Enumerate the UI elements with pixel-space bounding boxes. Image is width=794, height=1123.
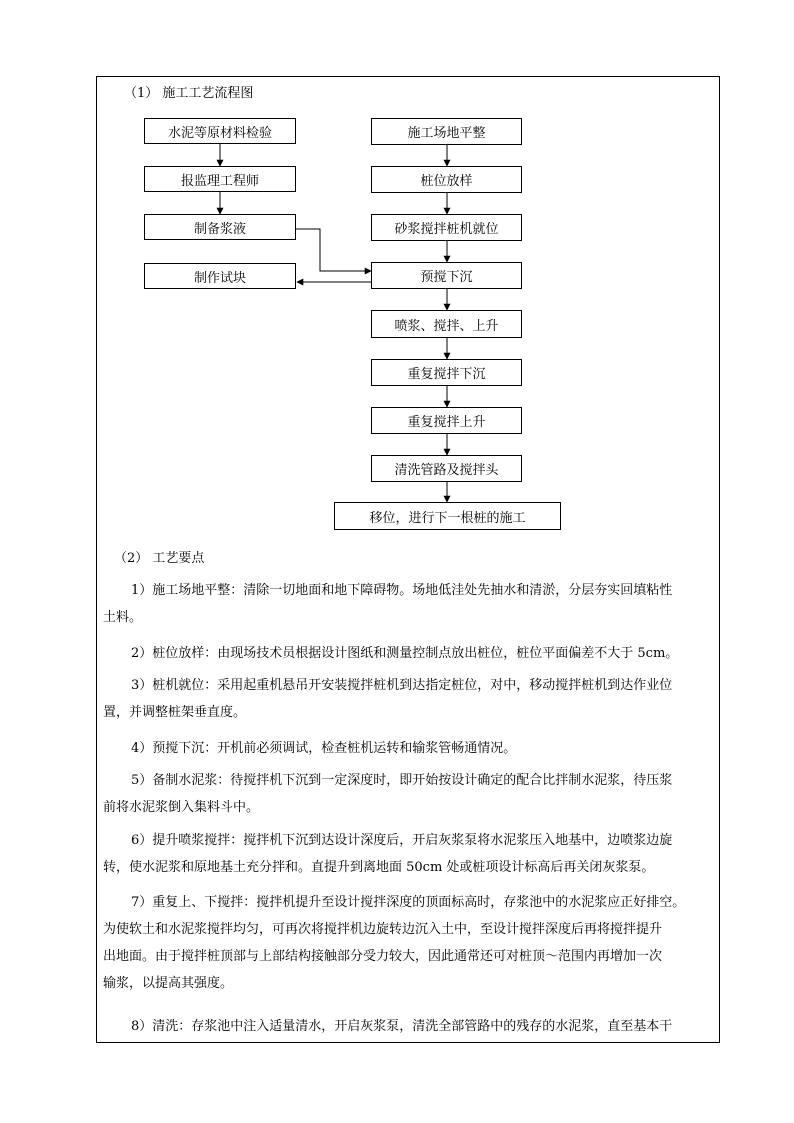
flow-step-spray-stir-lift: 喷浆、搅拌、上升 (371, 310, 522, 338)
process-point-2: 2）桩位放样：由现场技术员根据设计图纸和测量控制点放出桩位，桩位平面偏差不大于 5cm。 (131, 646, 679, 661)
flow-step-move-next-pile: 移位，进行下一根桩的施工 (334, 502, 561, 530)
flow-step-repeat-sink: 重复搅拌下沉 (371, 359, 522, 386)
process-point-1: 1）施工场地平整：清除一切地面和地下障碍物。场地低洼处先抽水和清淤，分层夯实回填粘性 土料。 (103, 583, 673, 625)
process-point-4: 4）预搅下沉：开机前必须调试，检查桩机运转和输浆管畅通情况。 (131, 741, 517, 756)
process-point-3: 3）桩机就位：采用起重机悬吊开安装搅拌桩机到达指定桩位，对中，移动搅拌桩机到达作业位 置，并调整桩架垂直度。 (103, 678, 673, 720)
process-point-7: 7）重复上、下搅拌：搅拌机提升至设计搅拌深度的顶面标高时，存浆池中的水泥浆应正好排空。 为使软土和水泥浆搅拌均匀，可再次将搅拌机边旋转边沉入土中，至设计搅拌深度后再将搅拌提升 出地面。由于搅拌桩顶部与上部结构接触部分受力较大，因此通常还可对桩顶～范围内再增加一次 输浆，以提高其强度。 (103, 895, 686, 991)
process-points-title: （2） 工艺要点 (114, 551, 205, 566)
flow-step-repeat-lift: 重复搅拌上升 (371, 407, 522, 434)
flow-step-prepare-slurry: 制备浆液 (144, 214, 296, 240)
flow-step-clean-pipes: 清洗管路及搅拌头 (371, 455, 522, 482)
flow-step-make-test-block: 制作试块 (144, 263, 296, 289)
process-point-8: 8）清洗：存浆池中注入适量清水，开启灰浆泵，清洗全部管路中的残存的水泥浆，直至基本干 (131, 1019, 673, 1034)
flow-step-material-inspection: 水泥等原材料检验 (144, 118, 296, 144)
process-point-5: 5）备制水泥浆：待搅拌机下沉到一定深度时，即开始按设计确定的配合比拌制水泥浆，待压浆 前将水泥浆倒入集料斗中。 (103, 773, 673, 815)
flowchart-title: （1） 施工工艺流程图 (124, 86, 254, 101)
flow-step-pile-layout: 桩位放样 (371, 166, 522, 193)
flow-step-report-supervisor: 报监理工程师 (144, 166, 296, 192)
flow-step-rig-positioning: 砂浆搅拌桩机就位 (371, 214, 522, 241)
process-point-6: 6）提升喷浆搅拌：搅拌机下沉到达设计深度后，开启灰浆泵将水泥浆压入地基中，边喷浆边旋 转，使水泥浆和原地基土充分拌和。直提升到离地面 50cm 处或桩项设计标高后再关闭灰浆泵。 (103, 833, 673, 875)
flow-step-site-leveling: 施工场地平整 (371, 118, 522, 145)
flow-step-pre-stir-sink: 预搅下沉 (371, 262, 522, 289)
